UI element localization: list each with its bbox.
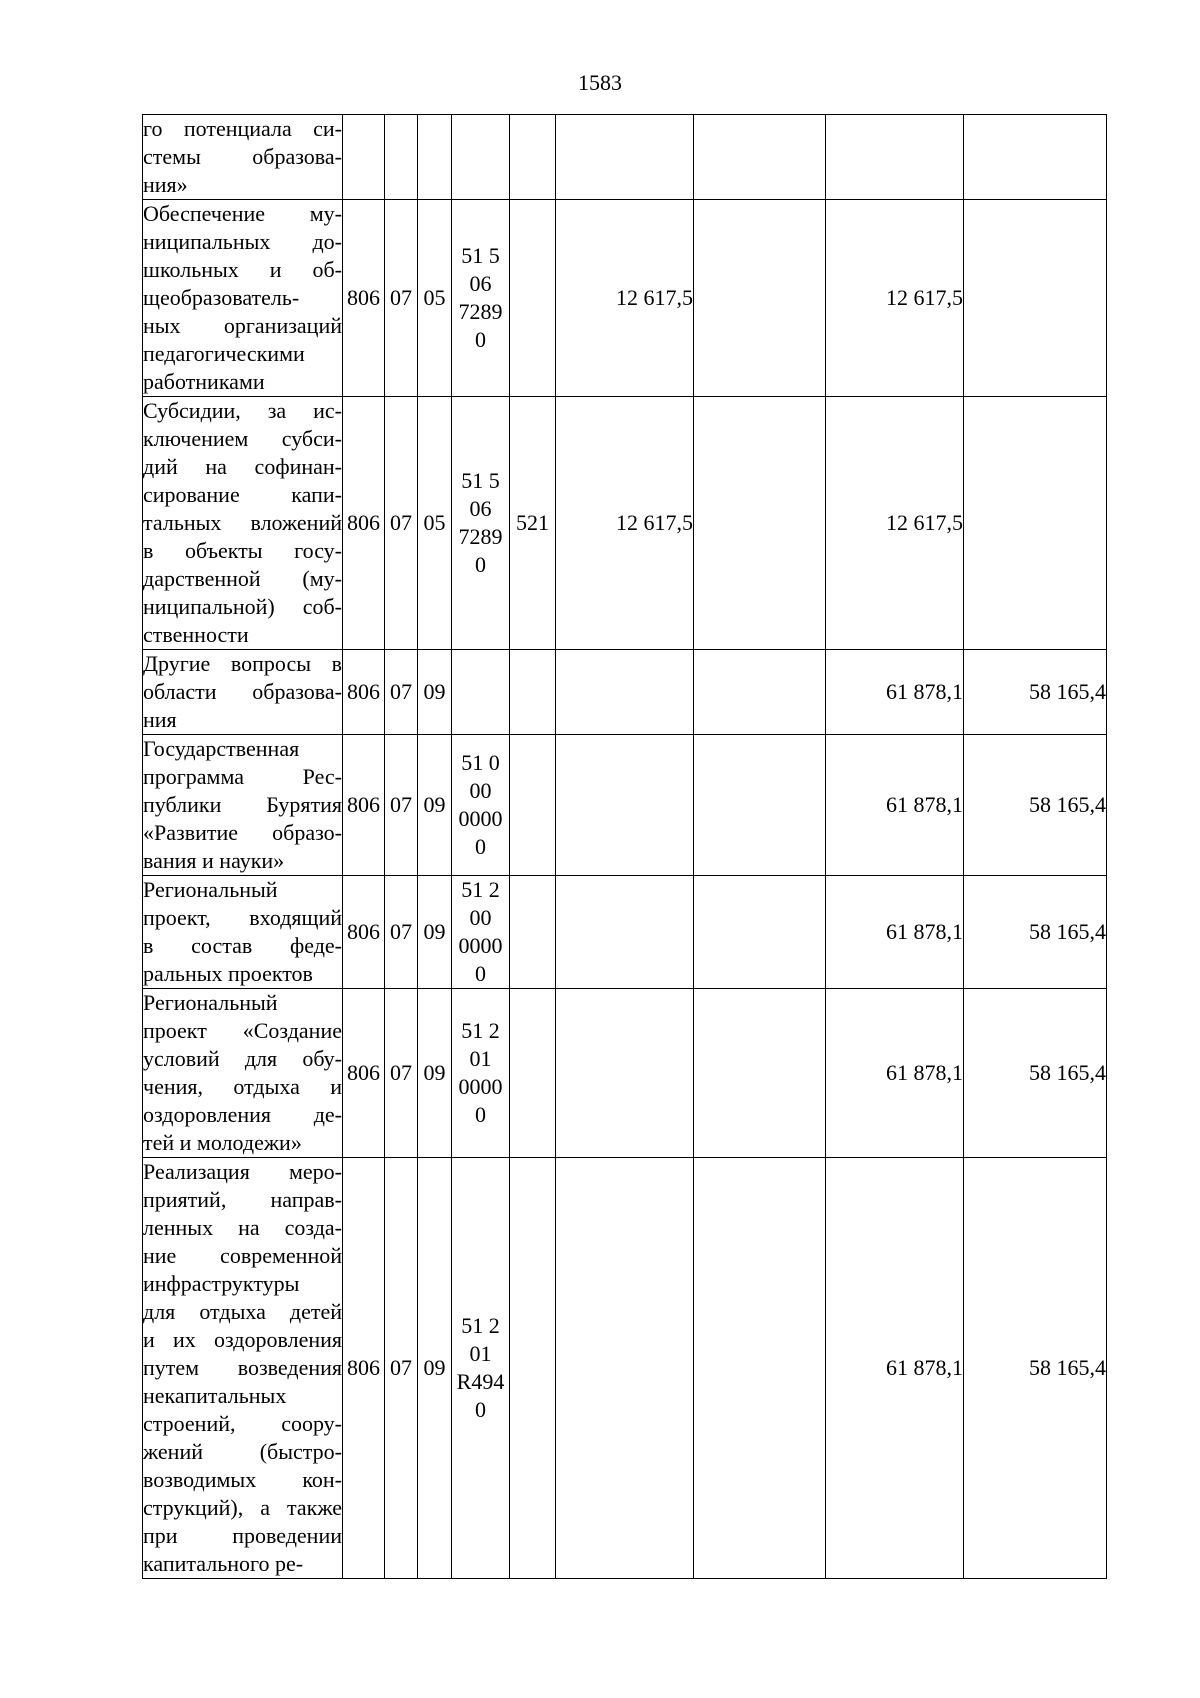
row-name-cell <box>143 115 343 200</box>
target-code-line: 0 <box>475 552 486 577</box>
target-code-line: 0 <box>475 1397 486 1422</box>
name-line: сирование капи- <box>143 482 342 507</box>
name-line: дий на софинан- <box>143 454 342 479</box>
target-code-line: 7289 <box>458 299 503 324</box>
amount-cell-col8 <box>826 115 964 200</box>
name-line: некапитальных <box>143 1383 287 1408</box>
target-code-line: 7289 <box>458 524 503 549</box>
row-name-cell <box>143 989 343 1158</box>
target-code-cell <box>452 735 510 876</box>
name-line: условий для обу- <box>143 1046 342 1071</box>
name-line: ных организаций <box>143 313 342 338</box>
name-line: проект, входящий <box>143 905 342 930</box>
table-row <box>143 989 1107 1158</box>
row-name-cell <box>143 876 343 989</box>
name-line: ниципальной) соб- <box>143 594 342 619</box>
name-line: дарственной (му- <box>143 566 342 591</box>
amount-cell-col9 <box>964 200 1107 397</box>
name-line: ниципальных до- <box>143 229 342 254</box>
grbs-cell: 806 <box>343 397 385 650</box>
name-line: Субсидии, за ис- <box>143 398 342 423</box>
section-cell: 07 <box>385 876 418 989</box>
name-line: щеобразователь- <box>143 285 300 310</box>
target-code-cell <box>452 397 510 650</box>
table-body <box>143 115 1107 1579</box>
name-line: Обеспечение му- <box>143 201 342 226</box>
name-line: при проведении <box>143 1523 342 1548</box>
amount-cell-col9 <box>964 397 1107 650</box>
amount-cell-col6 <box>556 989 694 1158</box>
target-code-line: 0 <box>475 327 486 352</box>
grbs-cell <box>343 115 385 200</box>
table-row <box>143 876 1107 989</box>
amount-cell-col7 <box>694 200 826 397</box>
name-line: ленных на созда- <box>143 1215 342 1240</box>
target-code-line: 06 <box>469 271 492 296</box>
name-line: Реализация меро- <box>143 1159 342 1184</box>
amount-cell-col7 <box>694 115 826 200</box>
expense-type-cell <box>510 200 556 397</box>
grbs-cell: 806 <box>343 650 385 735</box>
name-line: в объекты госу- <box>143 538 342 563</box>
amount-cell-col7 <box>694 1158 826 1579</box>
grbs-cell: 806 <box>343 876 385 989</box>
expense-type-cell <box>510 650 556 735</box>
target-code-line: 06 <box>469 496 492 521</box>
target-code-line: 00 <box>469 778 492 803</box>
table-row <box>143 1158 1107 1579</box>
grbs-cell: 806 <box>343 1158 385 1579</box>
name-line: инфраструктуры <box>143 1271 300 1296</box>
grbs-cell: 806 <box>343 989 385 1158</box>
expense-type-cell: 521 <box>510 397 556 650</box>
name-line: ральных проектов <box>143 961 313 986</box>
name-line: школьных и об- <box>143 257 342 282</box>
grbs-cell: 806 <box>343 200 385 397</box>
target-code-cell <box>452 115 510 200</box>
name-line: чения, отдыха и <box>143 1074 342 1099</box>
name-line: в состав феде- <box>143 933 342 958</box>
target-code-line: 51 2 <box>461 1313 500 1338</box>
amount-cell-col7 <box>694 650 826 735</box>
name-line: го потенциала си- <box>143 116 342 141</box>
amount-cell-col9: 58 165,4 <box>964 650 1107 735</box>
amount-cell-col9: 58 165,4 <box>964 1158 1107 1579</box>
name-line: ние современной <box>143 1243 342 1268</box>
target-code-line: 0000 <box>458 933 503 958</box>
name-line: программа Рес- <box>143 764 342 789</box>
amount-cell-col8: 12 617,5 <box>826 200 964 397</box>
name-line: оздоровления де- <box>143 1102 342 1127</box>
section-cell: 07 <box>385 1158 418 1579</box>
subsection-cell: 05 <box>418 200 452 397</box>
table-row <box>143 397 1107 650</box>
amount-cell-col6 <box>556 115 694 200</box>
name-line: проект «Создание <box>143 1018 342 1043</box>
target-code-cell <box>452 876 510 989</box>
section-cell: 07 <box>385 200 418 397</box>
subsection-cell: 09 <box>418 650 452 735</box>
subsection-cell: 09 <box>418 989 452 1158</box>
amount-cell-col7 <box>694 735 826 876</box>
amount-cell-col8: 61 878,1 <box>826 989 964 1158</box>
amount-cell-col6: 12 617,5 <box>556 200 694 397</box>
name-line: Региональный <box>143 877 278 902</box>
name-line: приятий, направ- <box>143 1187 342 1212</box>
budget-table <box>142 114 1107 1579</box>
target-code-line: 51 0 <box>461 750 500 775</box>
row-name-cell <box>143 200 343 397</box>
table-row <box>143 650 1107 735</box>
amount-cell-col6 <box>556 650 694 735</box>
section-cell: 07 <box>385 397 418 650</box>
name-line: стемы образова- <box>143 144 342 169</box>
amount-cell-col6 <box>556 1158 694 1579</box>
name-line: капитального ре- <box>143 1551 304 1576</box>
section-cell: 07 <box>385 989 418 1158</box>
amount-cell-col6: 12 617,5 <box>556 397 694 650</box>
expense-type-cell <box>510 735 556 876</box>
target-code-cell <box>452 200 510 397</box>
expense-type-cell <box>510 989 556 1158</box>
table-row <box>143 735 1107 876</box>
target-code-line: 00 <box>469 905 492 930</box>
amount-cell-col8: 12 617,5 <box>826 397 964 650</box>
expense-type-cell <box>510 1158 556 1579</box>
name-line: работниками <box>143 369 265 394</box>
name-line: Другие вопросы в <box>143 651 342 676</box>
name-line: ственности <box>143 622 249 647</box>
row-name-cell <box>143 650 343 735</box>
row-name-cell <box>143 735 343 876</box>
name-line: «Развитие образо- <box>143 820 342 845</box>
amount-cell-col8: 61 878,1 <box>826 735 964 876</box>
amount-cell-col6 <box>556 735 694 876</box>
amount-cell-col8: 61 878,1 <box>826 650 964 735</box>
amount-cell-col8: 61 878,1 <box>826 1158 964 1579</box>
row-name-cell <box>143 1158 343 1579</box>
target-code-line: 0 <box>475 1102 486 1127</box>
amount-cell-col7 <box>694 989 826 1158</box>
name-line: тальных вложений <box>143 510 342 535</box>
subsection-cell: 09 <box>418 735 452 876</box>
name-line: для отдыха детей <box>143 1299 342 1324</box>
section-cell: 07 <box>385 650 418 735</box>
amount-cell-col9: 58 165,4 <box>964 989 1107 1158</box>
amount-cell-col7 <box>694 876 826 989</box>
name-line: ключением субси- <box>143 426 342 451</box>
name-line: ния <box>143 707 177 732</box>
target-code-line: 0000 <box>458 806 503 831</box>
target-code-line: 51 5 <box>461 243 500 268</box>
target-code-cell <box>452 650 510 735</box>
expense-type-cell <box>510 876 556 989</box>
name-line: области образова- <box>143 679 342 704</box>
amount-cell-col9 <box>964 115 1107 200</box>
row-name-cell <box>143 397 343 650</box>
name-line: педагогическими <box>143 341 305 366</box>
target-code-line: 0 <box>475 961 486 986</box>
target-code-line: 51 2 <box>461 877 500 902</box>
name-line: жений (быстро- <box>143 1439 342 1464</box>
target-code-line: 51 5 <box>461 468 500 493</box>
page-number: 1583 <box>578 70 622 95</box>
target-code-line: 0000 <box>458 1074 503 1099</box>
table-row <box>143 200 1107 397</box>
name-line: вания и науки» <box>143 848 285 873</box>
target-code-line: 0 <box>475 834 486 859</box>
target-code-cell <box>452 989 510 1158</box>
amount-cell-col8: 61 878,1 <box>826 876 964 989</box>
name-line: возводимых кон- <box>143 1467 342 1492</box>
table-row <box>143 115 1107 200</box>
target-code-line: 51 2 <box>461 1018 500 1043</box>
name-line: ния» <box>143 172 188 197</box>
name-line: Государственная <box>143 736 300 761</box>
amount-cell-col7 <box>694 397 826 650</box>
name-line: публики Бурятия <box>143 792 342 817</box>
target-code-line: 01 <box>469 1046 492 1071</box>
target-code-line: 01 <box>469 1341 492 1366</box>
name-line: Региональный <box>143 990 278 1015</box>
amount-cell-col6 <box>556 876 694 989</box>
target-code-cell <box>452 1158 510 1579</box>
name-line: и их оздоровления <box>143 1327 342 1352</box>
subsection-cell: 05 <box>418 397 452 650</box>
section-cell <box>385 115 418 200</box>
name-line: тей и молодежи» <box>143 1130 302 1155</box>
subsection-cell: 09 <box>418 1158 452 1579</box>
expense-type-cell <box>510 115 556 200</box>
name-line: строений, соору- <box>143 1411 342 1436</box>
grbs-cell: 806 <box>343 735 385 876</box>
target-code-line: R494 <box>456 1369 505 1394</box>
subsection-cell <box>418 115 452 200</box>
amount-cell-col9: 58 165,4 <box>964 735 1107 876</box>
name-line: путем возведения <box>143 1355 342 1380</box>
section-cell: 07 <box>385 735 418 876</box>
subsection-cell: 09 <box>418 876 452 989</box>
name-line: струкций), а также <box>143 1495 342 1520</box>
amount-cell-col9: 58 165,4 <box>964 876 1107 989</box>
